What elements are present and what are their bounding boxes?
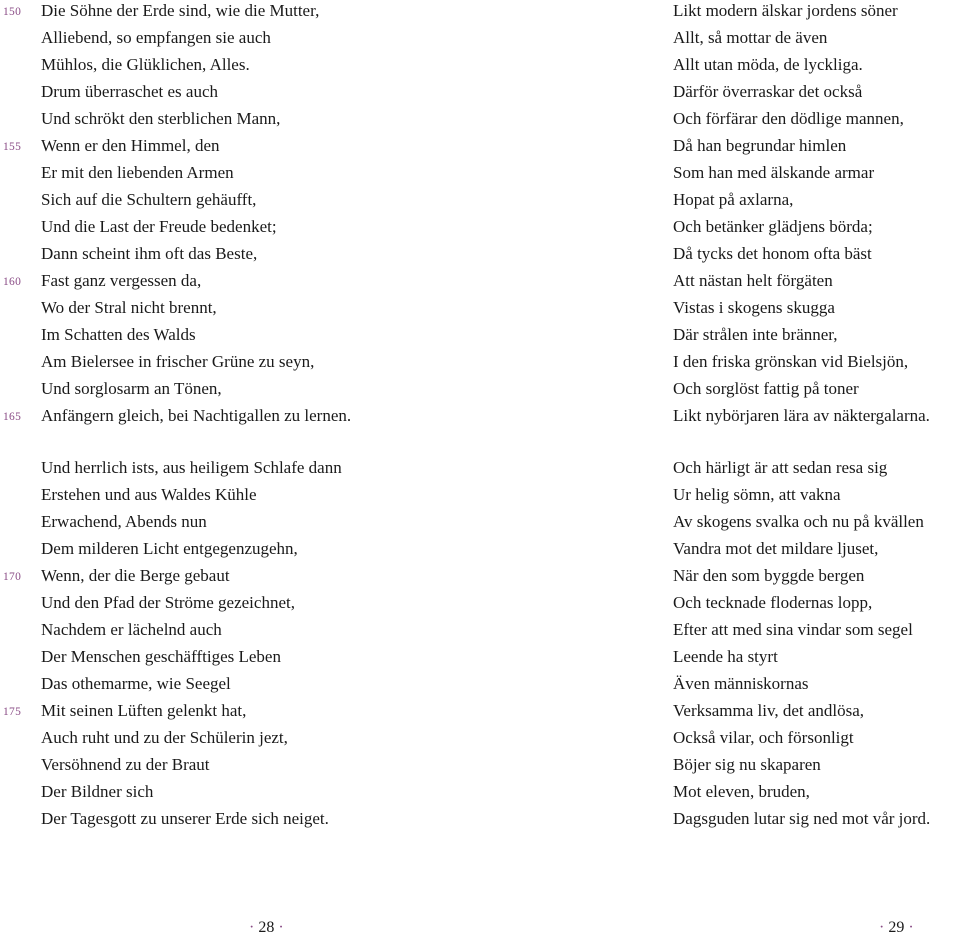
verse-line: [41, 243, 351, 270]
verse-line: Också vilar, och försonligt: [673, 728, 854, 747]
verse-text: Und schrökt den sterblichen Mann,: [41, 109, 281, 128]
verse-line: [41, 351, 351, 378]
verse-text: Der Menschen geschäfftiges Leben: [41, 647, 281, 666]
verse-line: [41, 727, 342, 754]
line-number: 155: [3, 141, 22, 153]
verse-text: Nachdem er lächelnd auch: [41, 620, 222, 639]
verse-text: Erwachend, Abends nun: [41, 512, 207, 531]
verse-text: Und den Pfad der Ströme gezeichnet,: [41, 593, 295, 612]
german-stanza-1: [3, 0, 352, 432]
verse-line: Mot eleven, bruden,: [673, 782, 810, 801]
verse-line: Efter att med sina vindar som segel: [673, 620, 913, 639]
verse-text: Das othemarme, wie Seegel: [41, 674, 231, 693]
verse-line: [41, 457, 342, 484]
verse-line: [3, 565, 342, 592]
german-stanza-2: [3, 457, 342, 835]
verse-line: [41, 216, 351, 243]
verse-text: Im Schatten des Walds: [41, 325, 196, 344]
folio-dot-icon: ·: [879, 919, 885, 936]
verse-line: Som han med älskande armar: [673, 163, 875, 182]
verse-text: Versöhnend zu der Braut: [41, 755, 210, 774]
verse-line: [3, 405, 352, 432]
verse-line: När den som byggde bergen: [673, 566, 865, 585]
verse-line: [3, 700, 342, 727]
line-number: 150: [3, 6, 22, 18]
verse-text: Wo der Stral nicht brennt,: [41, 298, 217, 317]
verse-line: Leende ha styrt: [673, 647, 778, 666]
verse-line: [3, 270, 351, 297]
verse-text: Alliebend, so empfangen sie auch: [41, 28, 271, 47]
verse-line: Likt nybörjaren lära av näktergalarna.: [673, 406, 930, 425]
verse-line: [41, 646, 342, 673]
verse-line: Av skogens svalka och nu på kvällen: [673, 512, 924, 531]
verse-line: Vistas i skogens skugga: [673, 298, 835, 317]
verse-line: Att nästan helt förgäten: [673, 271, 833, 290]
verse-text: Am Bielersee in frischer Grüne zu seyn,: [41, 352, 315, 371]
verse-line: Och sorglöst fattig på toner: [673, 379, 859, 398]
verse-line: Och härligt är att sedan resa sig: [673, 458, 888, 477]
verse-line: Då tycks det honom ofta bäst: [673, 244, 872, 263]
verse-line: Vandra mot det mildare ljuset,: [673, 539, 879, 558]
verse-line: [41, 27, 351, 54]
verse-line: [41, 808, 342, 835]
verse-line: [41, 781, 342, 808]
verse-text: Und herrlich ists, aus heiligem Schlafe dann: [41, 458, 342, 477]
verse-text: Fast ganz vergessen da,: [41, 271, 202, 290]
verse-line: [41, 754, 342, 781]
verse-line: [41, 297, 351, 324]
verse-text: Drum überraschet es auch: [41, 82, 219, 101]
verse-line: Ur helig sömn, att vakna: [673, 485, 841, 504]
verse-line: [41, 619, 342, 646]
verse-text: Die Söhne der Erde sind, wie die Mutter,: [41, 1, 320, 20]
verse-text: Sich auf die Schultern gehäufft,: [41, 190, 257, 209]
verse-line: Likt modern älskar jordens söner: [673, 1, 898, 20]
verse-text: Anfängern gleich, bei Nachtigallen zu lernen.: [41, 406, 352, 425]
verse-line: [41, 162, 351, 189]
verse-text: Erstehen und aus Waldes Kühle: [41, 485, 257, 504]
verse-line: [41, 538, 342, 565]
line-number: 175: [3, 706, 22, 718]
verse-line: [41, 592, 342, 619]
verse-line: Allt utan möda, de lyckliga.: [673, 55, 863, 74]
verse-line: [41, 484, 342, 511]
folio-dot-icon: ·: [249, 919, 255, 936]
verse-line: Därför överraskar det också: [673, 82, 863, 101]
verse-line: Och betänker glädjens börda;: [673, 217, 873, 236]
verse-text: Dann scheint ihm oft das Beste,: [41, 244, 258, 263]
verse-text: Und die Last der Freude bedenket;: [41, 217, 277, 236]
folio-dot-icon: ·: [908, 919, 914, 936]
swedish-stanza-1: [673, 0, 930, 432]
verse-line: [41, 108, 351, 135]
verse-line: [41, 189, 351, 216]
verse-line: Där strålen inte bränner,: [673, 325, 838, 344]
verse-line: Allt, så mottar de även: [673, 28, 828, 47]
verse-line: [41, 378, 351, 405]
page-number-right: [879, 918, 914, 938]
verse-text: Der Tagesgott zu unserer Erde sich neiget.: [41, 809, 329, 828]
verse-line: Och tecknade flodernas lopp,: [673, 593, 873, 612]
line-number: 165: [3, 411, 22, 423]
verse-line: I den friska grönskan vid Bielsjön,: [673, 352, 909, 371]
verse-text: Mit seinen Lüften gelenkt hat,: [41, 701, 247, 720]
verse-line: [41, 54, 351, 81]
verse-line: [3, 0, 351, 27]
verse-line: Böjer sig nu skaparen: [673, 755, 821, 774]
verse-text: Wenn er den Himmel, den: [41, 136, 220, 155]
line-number: 160: [3, 276, 22, 288]
verse-text: Und sorglosarm an Tönen,: [41, 379, 222, 398]
verse-line: Även människornas: [673, 674, 809, 693]
line-number: 170: [3, 571, 22, 583]
verse-text: Auch ruht und zu der Schülerin jezt,: [41, 728, 288, 747]
page-number-left: [249, 918, 284, 938]
verse-line: [41, 324, 351, 351]
verse-text: Dem milderen Licht entgegenzugehn,: [41, 539, 298, 558]
swedish-stanza-2: [673, 457, 930, 835]
verse-line: Och förfärar den dödlige mannen,: [673, 109, 904, 128]
verse-line: Hopat på axlarna,: [673, 190, 794, 209]
verse-line: [41, 673, 342, 700]
verse-line: [41, 81, 351, 108]
page-number-right-text: 29: [888, 919, 905, 936]
verse-text: Der Bildner sich: [41, 782, 154, 801]
page-number-left-text: 28: [258, 919, 275, 936]
verse-line: [3, 135, 351, 162]
verse-line: [41, 511, 342, 538]
folio-dot-icon: ·: [278, 919, 284, 936]
verse-line: Dagsguden lutar sig ned mot vår jord.: [673, 809, 931, 828]
verse-text: Wenn, der die Berge gebaut: [41, 566, 230, 585]
verse-text: Mühlos, die Glüklichen, Alles.: [41, 55, 250, 74]
verse-line: Då han begrundar himlen: [673, 136, 847, 155]
verse-text: Er mit den liebenden Armen: [41, 163, 234, 182]
verse-line: Verksamma liv, det andlösa,: [673, 701, 865, 720]
